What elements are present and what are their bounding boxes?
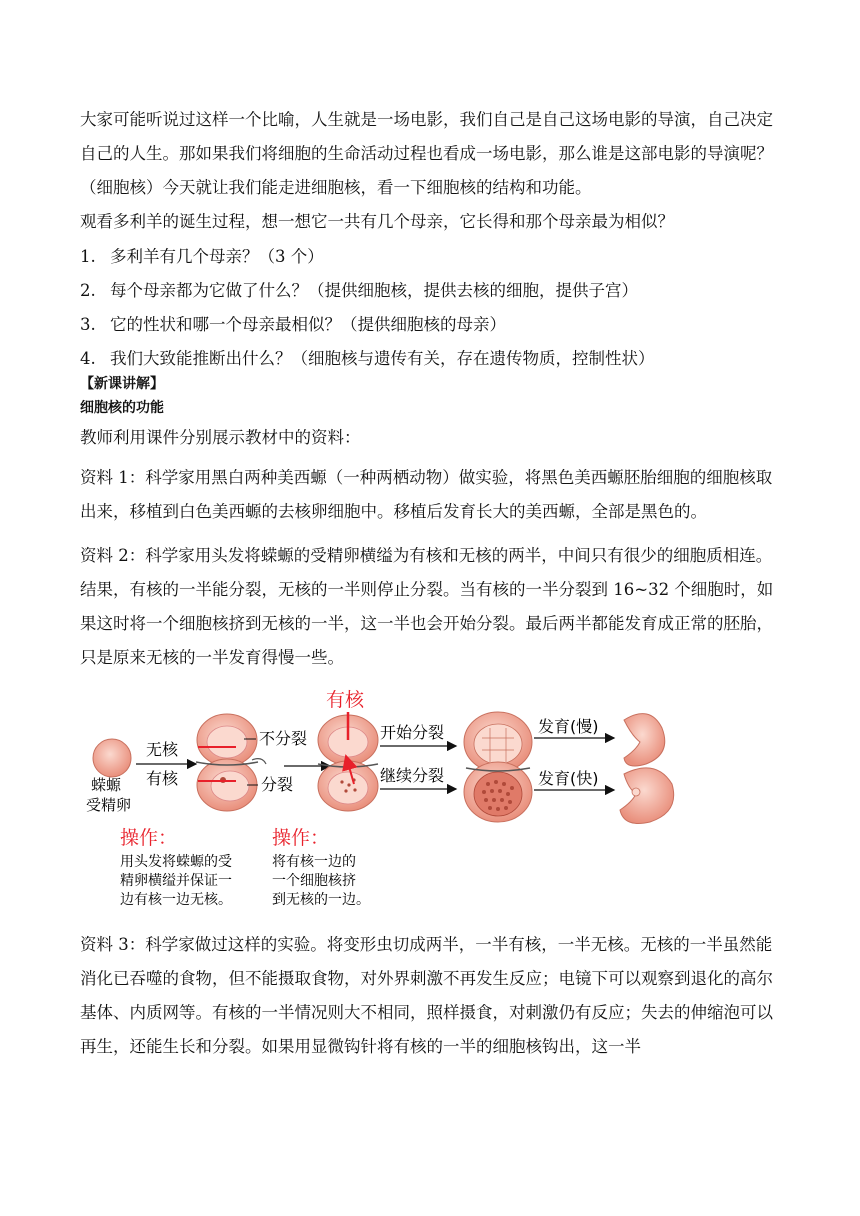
constricted-egg bbox=[196, 714, 266, 811]
question-2: 2. 每个母亲都为它做了什么？（提供细胞核，提供去核的细胞，提供子宫） bbox=[80, 281, 638, 300]
op2-line-1: 将有核一边的 bbox=[272, 854, 356, 870]
label-nucleus-top: 有核 bbox=[326, 689, 365, 711]
embryo-slow bbox=[624, 714, 665, 766]
intro-paragraph: 大家可能听说过这样一个比喻，人生就是一场电影，我们自己是自己这场电影的导演，自己决定自己的人生。那如果我们将细胞的生命活动过程也看成一场电影，那么谁是这部电影的导演呢？（细胞核）今天就让我们能走进细胞核，看一下细胞核的结构和功能。 bbox=[80, 110, 773, 197]
material-2: 资料 2：科学家用头发将蝾螈的受精卵横缢为有核和无核的两半，中间只有很少的细胞质相连。结果，有核的一半能分裂，无核的一半则停止分裂。当有核的一半分裂到 16~32 个细胞时，如果这时将一个细胞核挤到无核的一半，这一半也会开始分裂。最后两半都能发育成正常的胚胎，只是原来无核的一半发育得慢一些。 bbox=[80, 546, 774, 667]
egg-label-2: 受精卵 bbox=[86, 796, 132, 814]
op2-title: 操作： bbox=[272, 827, 330, 849]
op1-title: 操作： bbox=[120, 827, 178, 849]
op2-line-3: 到无核的一边。 bbox=[272, 892, 370, 908]
embryo-fast bbox=[620, 768, 674, 824]
op1-line-2: 精卵横缢并保证一 bbox=[120, 873, 232, 889]
op2-line-2: 一个细胞核挤 bbox=[272, 873, 356, 889]
label-develop-fast: 发育(快) bbox=[538, 769, 599, 788]
question-4: 4. 我们大致能推断出什么？（细胞核与遗传有关，存在遗传物质，控制性状） bbox=[80, 349, 655, 368]
label-no-nucleus: 无核 bbox=[146, 740, 179, 759]
section-heading: 【新课讲解】 bbox=[80, 376, 164, 392]
question-1: 1. 多利羊有几个母亲？（3 个） bbox=[80, 247, 324, 266]
label-division: 分裂 bbox=[261, 775, 294, 794]
egg-label-1: 蝾螈 bbox=[91, 776, 122, 794]
newt-egg-diagram bbox=[84, 684, 684, 910]
question-3: 3. 它的性状和哪一个母亲最相似？（提供细胞核的母亲） bbox=[80, 315, 506, 334]
fertilized-egg bbox=[93, 739, 131, 777]
label-develop-slow: 发育(慢) bbox=[538, 717, 599, 736]
label-continue-division: 继续分裂 bbox=[380, 766, 445, 785]
op1-line-3: 边有核一边无核。 bbox=[120, 892, 232, 908]
material-3: 资料 3：科学家做过这样的实验。将变形虫切成两半，一半有核，一半无核。无核的一半虽然能消化已吞噬的食物，但不能摄取食物，对外界刺激不再发生反应；电镜下可以观察到退化的高尔基体、内质网等。有核的一半情况则大不相同，照样摄食，对刺激仍有反应；失去的伸缩泡可以再生，还能生长和分裂。如果用显微钩针将有核的一半的细胞核钩出，这一半 bbox=[80, 935, 773, 1056]
dividing-embryo bbox=[464, 712, 532, 822]
subheading: 细胞核的功能 bbox=[80, 400, 164, 416]
material-1: 资料 1：科学家用黑白两种美西螈（一种两栖动物）做实验，将黑色美西螈胚胎细胞的细胞核取出来，移植到白色美西螈的去核卵细胞中。移植后发育长大的美西螈，全部是黑色的。 bbox=[80, 468, 773, 521]
label-no-division: 不分裂 bbox=[259, 729, 308, 748]
op1-line-1: 用头发将蝾螈的受 bbox=[120, 854, 232, 870]
label-has-nucleus: 有核 bbox=[146, 769, 179, 788]
teacher-text: 教师利用课件分别展示教材中的资料： bbox=[80, 428, 361, 447]
label-start-division: 开始分裂 bbox=[380, 723, 445, 742]
watch-prompt: 观看多利羊的诞生过程，想一想它一共有几个母亲，它长得和那个母亲最为相似？ bbox=[80, 212, 674, 231]
